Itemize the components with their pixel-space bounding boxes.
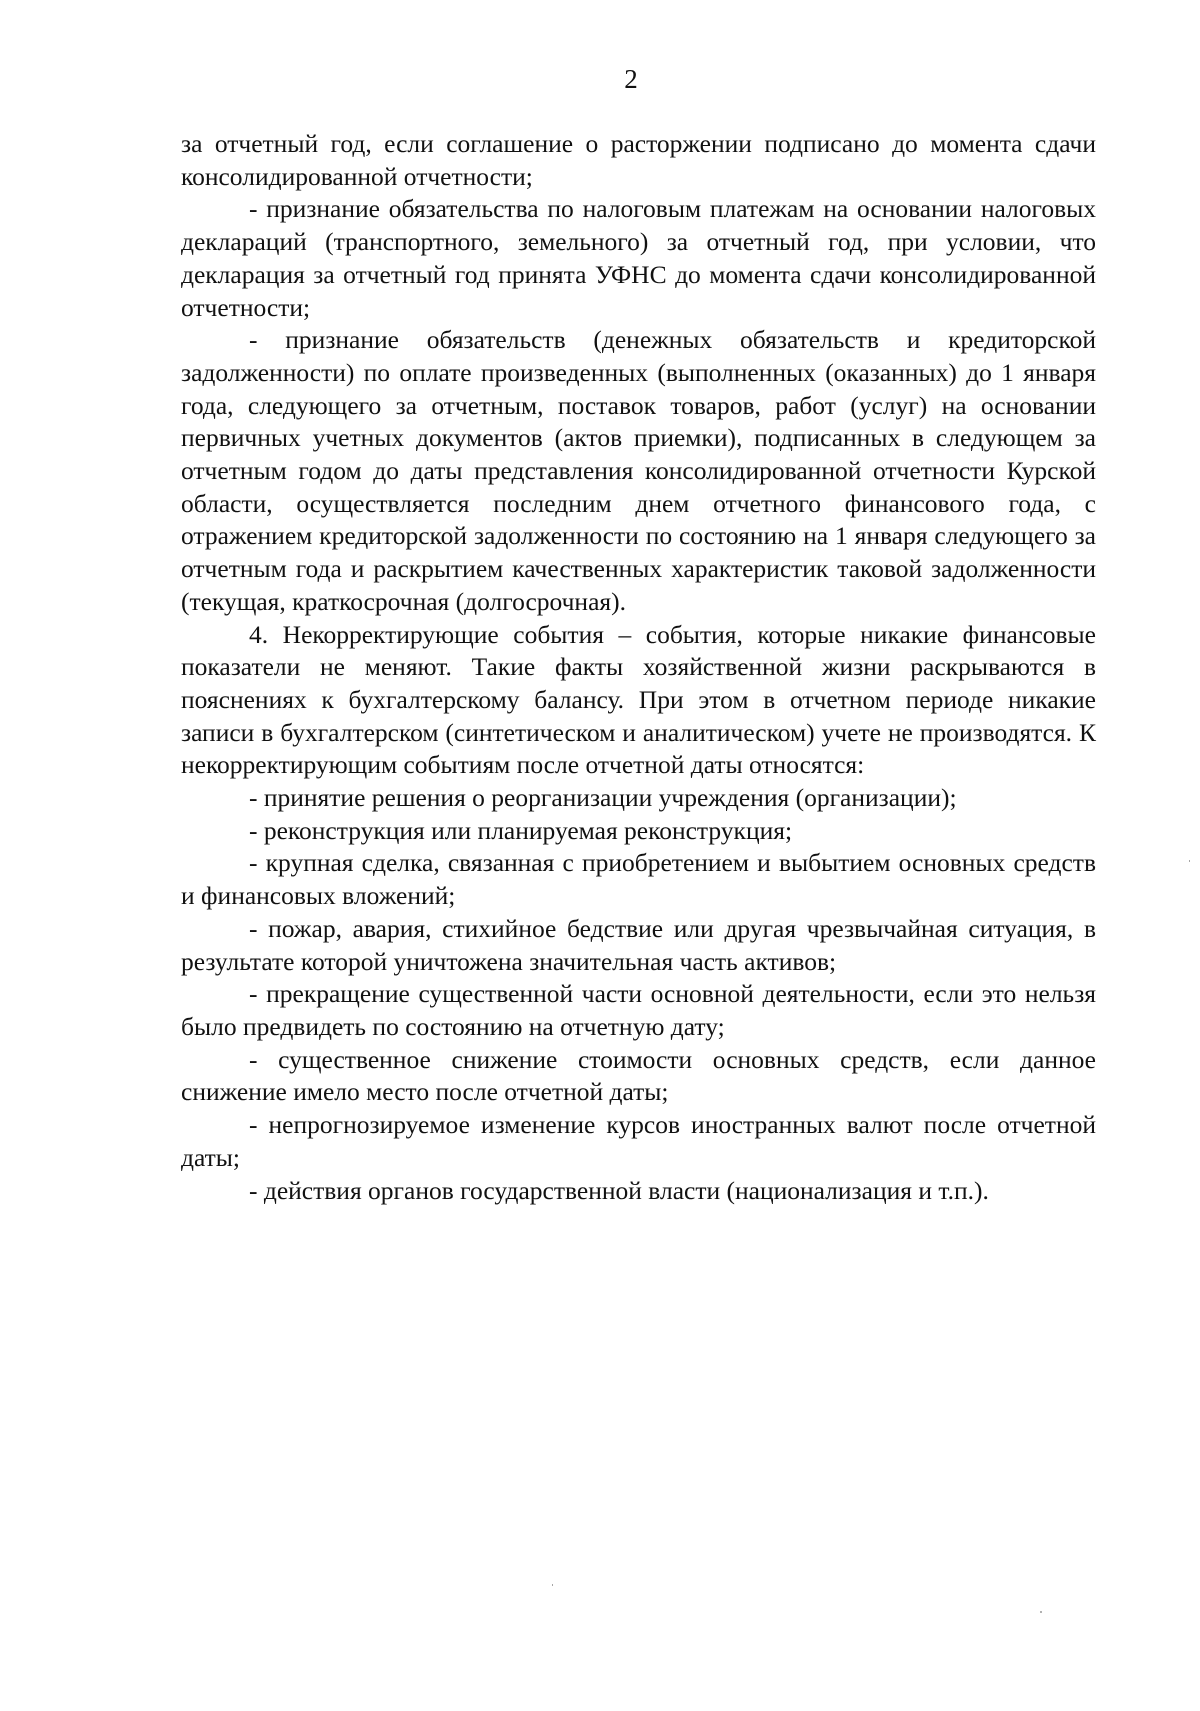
list-item-monetary-obligations: - признание обязательств (денежных обязательств и кредиторской задолженности) по оплате произведенных (выполненных (оказанных) до 1 января года, следующего за отчетным, поставок товаров, работ (услуг) на основании первичных учетных документов (актов приемки), подписанных в следующем за отчетным годом до даты представления консолидированной отчетности Курской области, осуществляется последним днем отчетного финансового года, с отражением кредиторской задолженности по состоянию на 1 января следующего за отчетным года и раскрытием качественных характеристик таковой задолженности (текущая, краткосрочная (долгосрочная). xyxy=(181,325,1096,616)
list-item-reorganization: - принятие решения о реорганизации учреждения (организации); xyxy=(249,783,957,813)
scan-speck xyxy=(1040,1611,1042,1613)
list-item-government-actions: - действия органов государственной власти (национализация и т.п.). xyxy=(249,1175,989,1205)
list-item-major-transaction: - крупная сделка, связанная с приобретением и выбытием основных средств и финансовых вложений; xyxy=(181,848,1096,911)
list-item-asset-value-decrease: - существенное снижение стоимости основных средств, если данное снижение имело место после отчетной даты; xyxy=(181,1044,1096,1107)
document-body xyxy=(181,128,1096,1207)
list-item-emergency: - пожар, авария, стихийное бедствие или другая чрезвычайная ситуация, в результате которой уничтожена значительная часть активов; xyxy=(181,913,1096,976)
paragraph-continuation: за отчетный год, если соглашение о расторжении подписано до момента сдачи консолидированной отчетности; xyxy=(181,129,1096,191)
list-item-reconstruction: - реконструкция или планируемая реконструкция; xyxy=(249,815,793,845)
list-item-activity-termination: - прекращение существенной части основной деятельности, если это нельзя было предвидеть по состоянию на отчетную дату; xyxy=(181,979,1096,1041)
page-number: 2 xyxy=(624,64,638,94)
list-item-tax-obligations: - признание обязательства по налоговым платежам на основании налоговых деклараций (транспортного, земельного) за отчетный год, при условии, что декларация за отчетный год принята УФНС до момента сдачи консолидированной отчетности; xyxy=(181,194,1096,322)
list-item-currency-change: - непрогнозируемое изменение курсов иностранных валют после отчетной даты; xyxy=(181,1110,1096,1172)
paragraph-non-adjusting-events: 4. Некорректирующие события – события, которые никакие финансовые показатели не меняют. Такие факты хозяйственной жизни раскрываются в пояснениях к бухгалтерскому балансу. При этом в отчетном периоде никакие записи в бухгалтерском (синтетическом и аналитическом) учете не производятся. К некорректирующим событиям после отчетной даты относятся: xyxy=(181,619,1096,780)
scan-speck xyxy=(1189,860,1190,862)
scan-speck xyxy=(552,1584,553,1586)
